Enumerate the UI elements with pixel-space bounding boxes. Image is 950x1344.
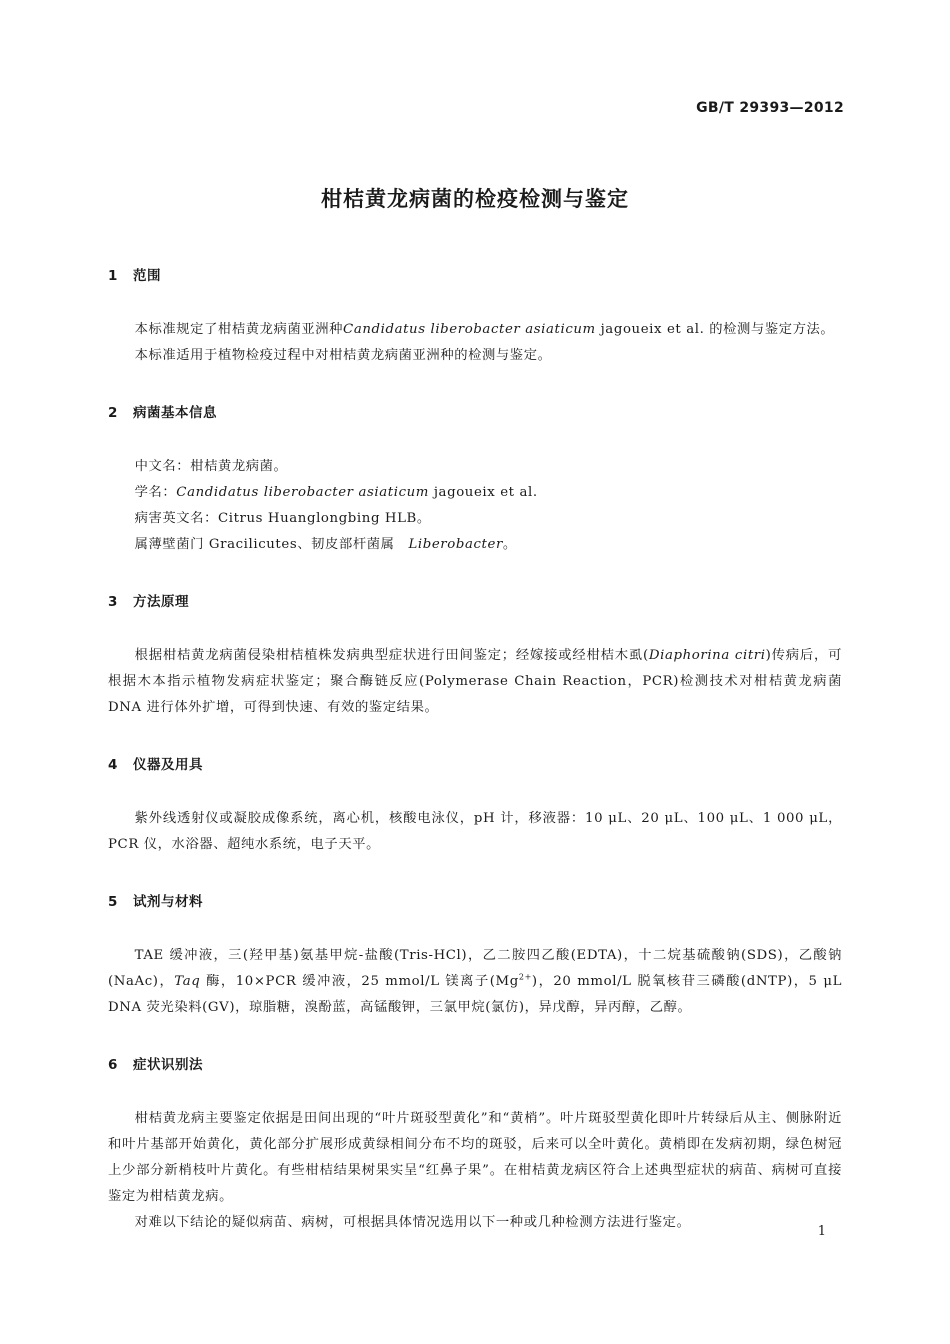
section-symptom-identification xyxy=(108,1055,842,1236)
info-item: 中文名：柑桔黄龙病菌。 xyxy=(134,459,288,474)
text-run: )，20 mmol/L 脱氧核苷三磷酸(dNTP)，5 μL DNA 荧光染料(GV)，琼脂糖，溴酚蓝，高锰酸钾，三氯甲烷(氯仿)，异戊醇，异丙醇，乙醇。 xyxy=(108,974,843,1015)
genus-name: Liberobacter xyxy=(408,537,503,552)
section-title: 试剂与材料 xyxy=(133,894,203,910)
section-number: 3 xyxy=(108,594,118,610)
enzyme-name: Taq xyxy=(174,974,201,989)
section-number: 1 xyxy=(108,268,118,284)
section-reagents xyxy=(108,892,842,1021)
section-heading xyxy=(108,1055,842,1075)
text-run: TAE 缓冲液，三(羟甲基)氨基甲烷-盐酸(Tris-HCl)，乙二胺四乙酸(EDTA)，十二烷基硫酸钠(SDS)，乙酸钠(NaAc)， xyxy=(108,948,842,989)
section-number: 2 xyxy=(108,405,118,421)
text-run: 。 xyxy=(502,537,517,552)
section-title: 仪器及用具 xyxy=(133,757,203,773)
info-item xyxy=(108,480,842,506)
text-run: )传病后，可根据木本指示植物发病症状鉴定；聚合酶链反应(Polymerase Chain Reaction，PCR)检测技术对柑桔黄龙病菌 DNA 进行体外扩增，可得到快速、有效的鉴定结果。 xyxy=(108,648,842,715)
section-heading xyxy=(108,892,842,912)
section-heading xyxy=(108,755,842,775)
section-title: 方法原理 xyxy=(133,594,189,610)
paragraph xyxy=(108,317,842,343)
text-run: 属薄壁菌门 Gracilicutes、韧皮部杆菌属 xyxy=(134,537,409,552)
text-run: 酶，10×PCR 缓冲液，25 mmol/L 镁离子(Mg xyxy=(200,974,519,989)
document-body xyxy=(108,266,842,1236)
paragraph: 本标准适用于植物检疫过程中对柑桔黄龙病菌亚洲种的检测与鉴定。 xyxy=(134,348,552,363)
section-pathogen-info xyxy=(108,403,842,558)
paragraph: 紫外线透射仪或凝胶成像系统，离心机，核酸电泳仪，pH 计，移液器：10 μL、20 μL、100 μL、1 000 μL，PCR 仪，水浴器、超纯水系统，电子天平。 xyxy=(108,811,842,852)
species-name: Candidatus liberobacter asiaticum xyxy=(176,485,429,500)
section-number: 4 xyxy=(108,757,118,773)
document-title: 柑桔黄龙病菌的检疫检测与鉴定 xyxy=(321,187,629,211)
paragraph: 柑桔黄龙病主要鉴定依据是田间出现的“叶片斑驳型黄化”和“黄梢”。叶片斑驳型黄化即叶片转绿后从主、侧脉附近和叶片基部开始黄化，黄化部分扩展形成黄绿相间分布不均的斑驳，后来可以全叶黄化。黄梢即在发病初期，绿色树冠上少部分新梢枝叶片黄化。有些柑桔结果树果实呈“红鼻子果”。在柑桔黄龙病区符合上述典型症状的病苗、病树可直接鉴定为柑桔黄龙病。 xyxy=(108,1111,842,1204)
species-name: Candidatus liberobacter asiaticum xyxy=(343,322,596,337)
species-name: Diaphorina citri xyxy=(648,648,766,663)
section-title: 病菌基本信息 xyxy=(133,405,217,421)
section-number: 6 xyxy=(108,1057,118,1073)
text-run: 学名： xyxy=(134,485,177,500)
section-method-principle xyxy=(108,592,842,721)
paragraph xyxy=(108,643,842,721)
section-number: 5 xyxy=(108,894,118,910)
section-title: 范围 xyxy=(133,268,161,284)
text-run: jagoueix et al. xyxy=(429,485,538,500)
paragraph xyxy=(108,943,842,1021)
info-item xyxy=(108,532,842,558)
section-heading xyxy=(108,266,842,286)
superscript-charge: 2+ xyxy=(518,972,532,982)
info-item: 病害英文名：Citrus Huanglongbing HLB。 xyxy=(134,511,431,526)
text-run: jagoueix et al. 的检测与鉴定方法。 xyxy=(595,322,835,337)
section-heading xyxy=(108,592,842,612)
section-title: 症状识别法 xyxy=(133,1057,203,1073)
section-heading xyxy=(108,403,842,423)
text-run: 本标准规定了柑桔黄龙病菌亚洲种 xyxy=(134,322,344,337)
standard-code: GB/T 29393—2012 xyxy=(696,100,844,116)
paragraph: 对难以下结论的疑似病苗、病树，可根据具体情况选用以下一种或几种检测方法进行鉴定。 xyxy=(134,1215,691,1230)
section-scope xyxy=(108,266,842,369)
section-instruments xyxy=(108,755,842,858)
text-run: 根据柑桔黄龙病菌侵染柑桔植株发病典型症状进行田间鉴定；经嫁接或经柑桔木虱( xyxy=(134,648,649,663)
page-number: 1 xyxy=(817,1224,826,1239)
